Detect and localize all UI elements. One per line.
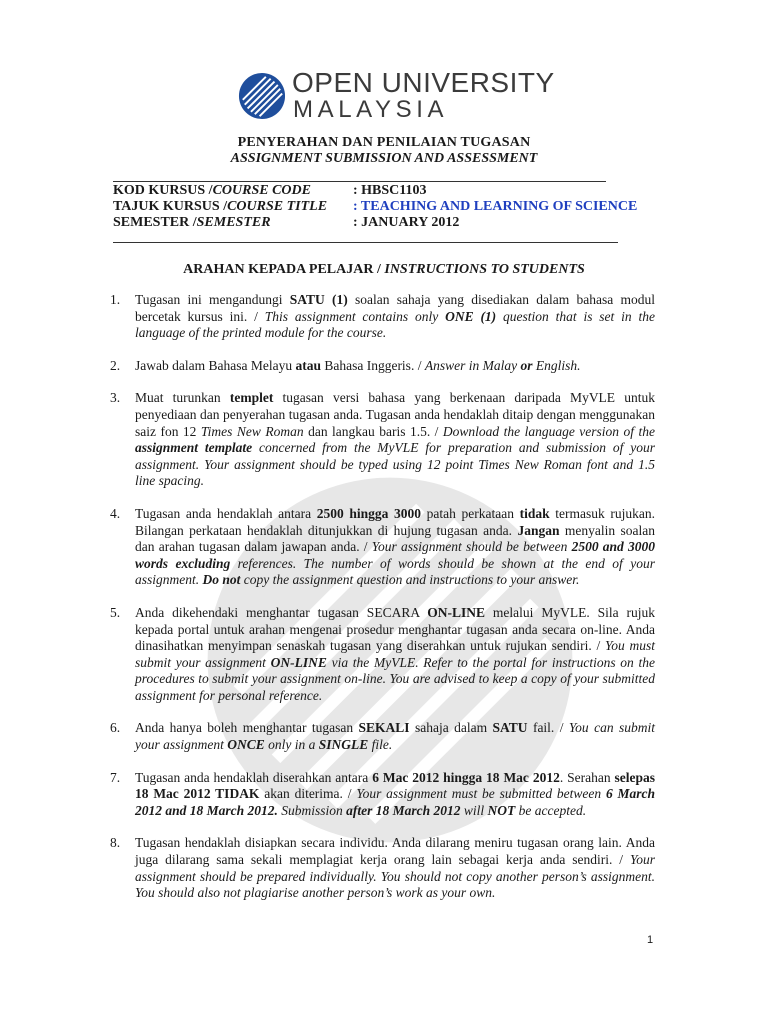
instruction-item: 6. Anda hanya boleh menghantar tugasan SEKALI sahaja dalam SATU fail. / You can submit your assignment ONCE only in a SINGLE file. (110, 720, 656, 753)
oum-emblem-icon (238, 72, 286, 120)
course-code-label: KOD KURSUS /COURSE CODE (113, 183, 311, 198)
document-title-english: ASSIGNMENT SUBMISSION AND ASSESSMENT (230, 151, 538, 166)
logo-line2: MALAYSIA (293, 96, 449, 123)
instruction-item: 7. Tugasan anda hendaklah diserahkan antara 6 Mac 2012 hingga 18 Mac 2012. Serahan selepas 18 Mac 2012 TIDAK akan diterima. / Your assignment must be submitted between 6 March 2012 and 18 March 2012. Submission after 18 March 2012 will NOT be accepted. (110, 769, 656, 818)
semester-value: : JANUARY 2012 (353, 215, 460, 230)
page-number: 1 (647, 934, 654, 946)
semester-label: SEMESTER /SEMESTER (113, 215, 271, 230)
logo-line1: OPEN UNIVERSITY (292, 67, 555, 98)
instructions-heading: ARAHAN KEPADA PELAJAR / INSTRUCTIONS TO STUDENTS (183, 262, 585, 277)
divider-bottom (113, 242, 618, 243)
document-title-malay: PENYERAHAN DAN PENILAIAN TUGASAN (237, 135, 531, 150)
instruction-item: 2. Jawab dalam Bahasa Melayu atau Bahasa Inggeris. / Answer in Malay or English. (110, 357, 581, 373)
instruction-item: 1. Tugasan ini mengandungi SATU (1) soalan sahaja yang disediakan dalam bahasa modul bercetak kursus ini. / This assignment contains only ONE (1) question that is set in the language of the printed module for the course. (110, 292, 655, 341)
logo-wordmark (292, 68, 555, 122)
course-title-label: TAJUK KURSUS /COURSE TITLE (113, 199, 328, 214)
instruction-item: 3. Muat turunkan templet tugasan versi bahasa yang berkenaan daripada MyVLE untuk penyediaan dan penyerahan tugasan anda. Tugasan anda hendaklah ditaip dengan menggunakan saiz fon 12 Times New Roman dan langkau baris 1.5. / Download the language version of the assignment template concerned from the MyVLE for preparation and submission of your assignment. Your assignment should be typed using 12 point Times New Roman font and 1.5 line spacing. (110, 390, 655, 489)
course-title-value: : TEACHING AND LEARNING OF SCIENCE (353, 199, 638, 214)
instructions-list (110, 292, 655, 918)
course-code-value: : HBSC1103 (353, 183, 427, 198)
divider-top (113, 181, 606, 182)
instruction-item: 4. Tugasan anda hendaklah antara 2500 hingga 3000 patah perkataan tidak termasuk rujukan. Bilangan perkataan hendaklah ditunjukkan di hujung tugasan anda. Jangan menyalin soalan dan arahan tugasan dalam jawapan anda. / Your assignment should be between 2500 and 3000 words excluding references. The number of words should be shown at the end of your assignment. Do not copy the assignment question and instructions to your answer. (110, 505, 655, 588)
university-logo (238, 67, 555, 124)
instruction-item: 5. Anda dikehendaki menghantar tugasan SECARA ON-LINE melalui MyVLE. Sila rujuk kepada portal untuk arahan mengenai prosedur menghantar tugasan anda secara on-line. Anda dinasihatkan menyimpan senaskah tugasan yang diserahkan untuk rujukan sendiri. / You must submit your assignment ON-LINE via the MyVLE. Refer to the portal for instructions on the procedures to submit your assignment on-line. You are advised to keep a copy of your submitted assignment for personal reference. (110, 604, 656, 703)
instruction-item: 8. Tugasan hendaklah disiapkan secara individu. Anda dilarang meniru tugasan orang lain. Anda juga dilarang sama sekali memplagiat kerja orang lain sebagai kerja anda sendiri. / Your assignment should be prepared individually. You should not copy another person’s assignment. You should also not plagiarise another person’s work as your own. (110, 835, 655, 901)
